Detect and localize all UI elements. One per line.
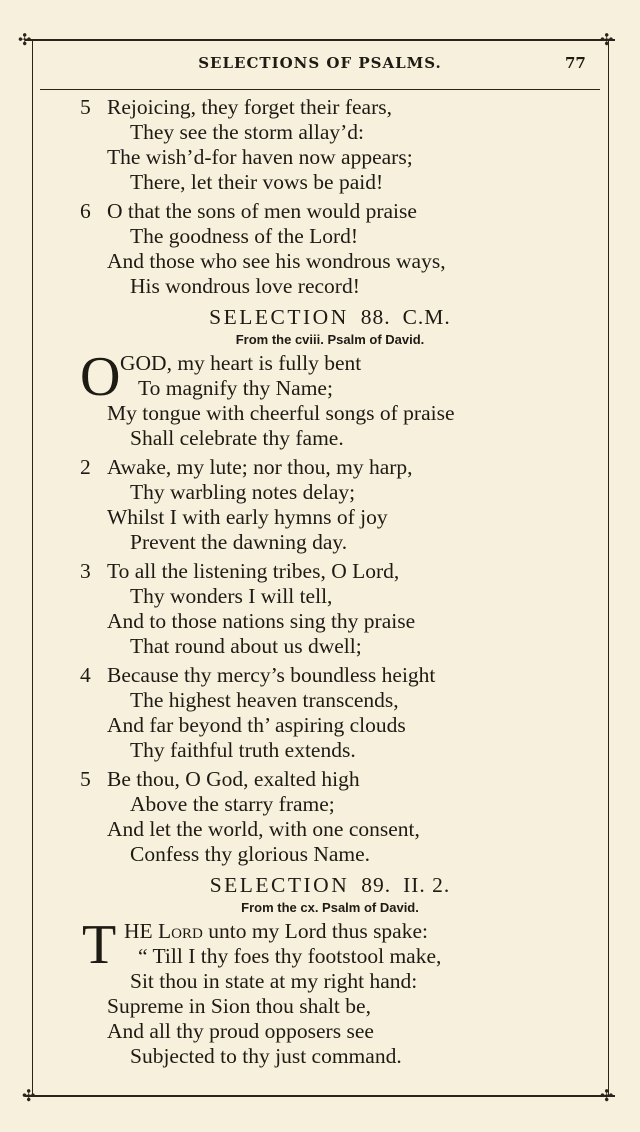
selection-number: 88.	[360, 305, 391, 329]
verse-line: Rejoicing, they forget their fears,	[107, 95, 392, 119]
stanza	[80, 767, 560, 867]
stanza-number: 5	[80, 767, 91, 791]
bottom-rule	[25, 1095, 615, 1097]
running-header: SELECTIONS OF PSALMS.	[198, 54, 442, 72]
selection-number: 89.	[361, 873, 392, 897]
verse-line: And those who see his wondrous ways,	[107, 249, 446, 273]
drop-cap: O	[80, 346, 121, 408]
stanza	[80, 663, 560, 763]
stanza	[80, 199, 560, 299]
verse-line: Be thou, O God, exalted high	[107, 767, 360, 791]
drop-cap: T	[82, 914, 117, 976]
verse-word: HE	[124, 919, 153, 943]
verse-line: And to those nations sing thy praise	[107, 609, 416, 633]
verse-word: unto my Lord thus spake:	[208, 919, 428, 943]
stanza-number: 3	[80, 559, 91, 583]
verse-line: “ Till I thy foes thy footstool make,	[138, 944, 442, 968]
verse-line: The goodness of the Lord!	[130, 224, 359, 248]
small-caps-word: Lord	[158, 919, 203, 943]
verse-line: And far beyond th’ aspiring clouds	[107, 713, 406, 737]
verse-line: Thy wonders I will tell,	[130, 584, 333, 608]
verse-line: To all the listening tribes, O Lord,	[107, 559, 400, 583]
verse-line: And let the world, with one consent,	[107, 817, 420, 841]
stanza	[80, 455, 560, 555]
header-rule	[40, 89, 600, 90]
stanza	[80, 95, 560, 195]
page-content	[80, 95, 560, 1073]
verse-line: Whilst I with early hymns of joy	[107, 505, 388, 529]
verse-line	[124, 919, 428, 944]
verse-line: O that the sons of men would praise	[107, 199, 417, 223]
verse-line: The wish’d-for haven now appears;	[107, 145, 413, 169]
verse-line: Because thy mercy’s boundless height	[107, 663, 436, 687]
verse-line: Subjected to thy just command.	[130, 1044, 402, 1068]
verse-line: There, let their vows be paid!	[130, 170, 384, 194]
verse-line: Confess thy glorious Name.	[130, 842, 371, 866]
stanza-number: 6	[80, 199, 91, 223]
stanza-number: 5	[80, 95, 91, 119]
verse-line: Shall celebrate thy fame.	[130, 426, 344, 450]
verse-line: And all thy proud opposers see	[107, 1019, 374, 1043]
selection-source: From the cx. Psalm of David.	[241, 900, 419, 915]
verse-line: Thy warbling notes delay;	[130, 480, 356, 504]
top-rule	[25, 39, 615, 41]
page-number: 77	[565, 54, 586, 72]
stanza	[80, 914, 560, 1069]
verse-line: That round about us dwell;	[130, 634, 362, 658]
selection-meter: II. 2.	[403, 873, 451, 897]
verse-line: His wondrous love record!	[130, 274, 360, 298]
verse-line: Thy faithful truth extends.	[130, 738, 356, 762]
corner-ornament-icon: ✣	[600, 30, 614, 49]
corner-ornament-icon: ✣	[18, 30, 32, 49]
verse-line: The highest heaven transcends,	[130, 688, 399, 712]
corner-ornament-icon: ✣	[22, 1086, 36, 1105]
stanza	[80, 559, 560, 659]
verse-line: Supreme in Sion thou shalt be,	[107, 994, 371, 1018]
verse-line: My tongue with cheerful songs of praise	[107, 401, 455, 425]
selection-label: SELECTION	[209, 305, 349, 329]
verse-line: Awake, my lute; nor thou, my harp,	[107, 455, 413, 479]
selection-heading	[80, 303, 560, 331]
right-rule	[608, 41, 609, 1095]
left-rule	[32, 41, 33, 1095]
verse-line: GOD, my heart is fully bent	[120, 351, 362, 375]
selection-meter: C.M.	[402, 305, 451, 329]
stanza-number: 4	[80, 663, 91, 687]
selection-heading	[80, 871, 560, 899]
corner-ornament-icon: ✣	[600, 1086, 614, 1105]
verse-line: Sit thou in state at my right hand:	[130, 969, 418, 993]
selection-source: From the cviii. Psalm of David.	[235, 332, 425, 347]
verse-line: Prevent the dawning day.	[130, 530, 348, 554]
verse-line: Above the starry frame;	[130, 792, 335, 816]
stanza	[80, 346, 560, 451]
stanza-number: 2	[80, 455, 91, 479]
verse-line: To magnify thy Name;	[138, 376, 333, 400]
verse-line: They see the storm allay’d:	[130, 120, 365, 144]
selection-label: SELECTION	[209, 873, 350, 897]
